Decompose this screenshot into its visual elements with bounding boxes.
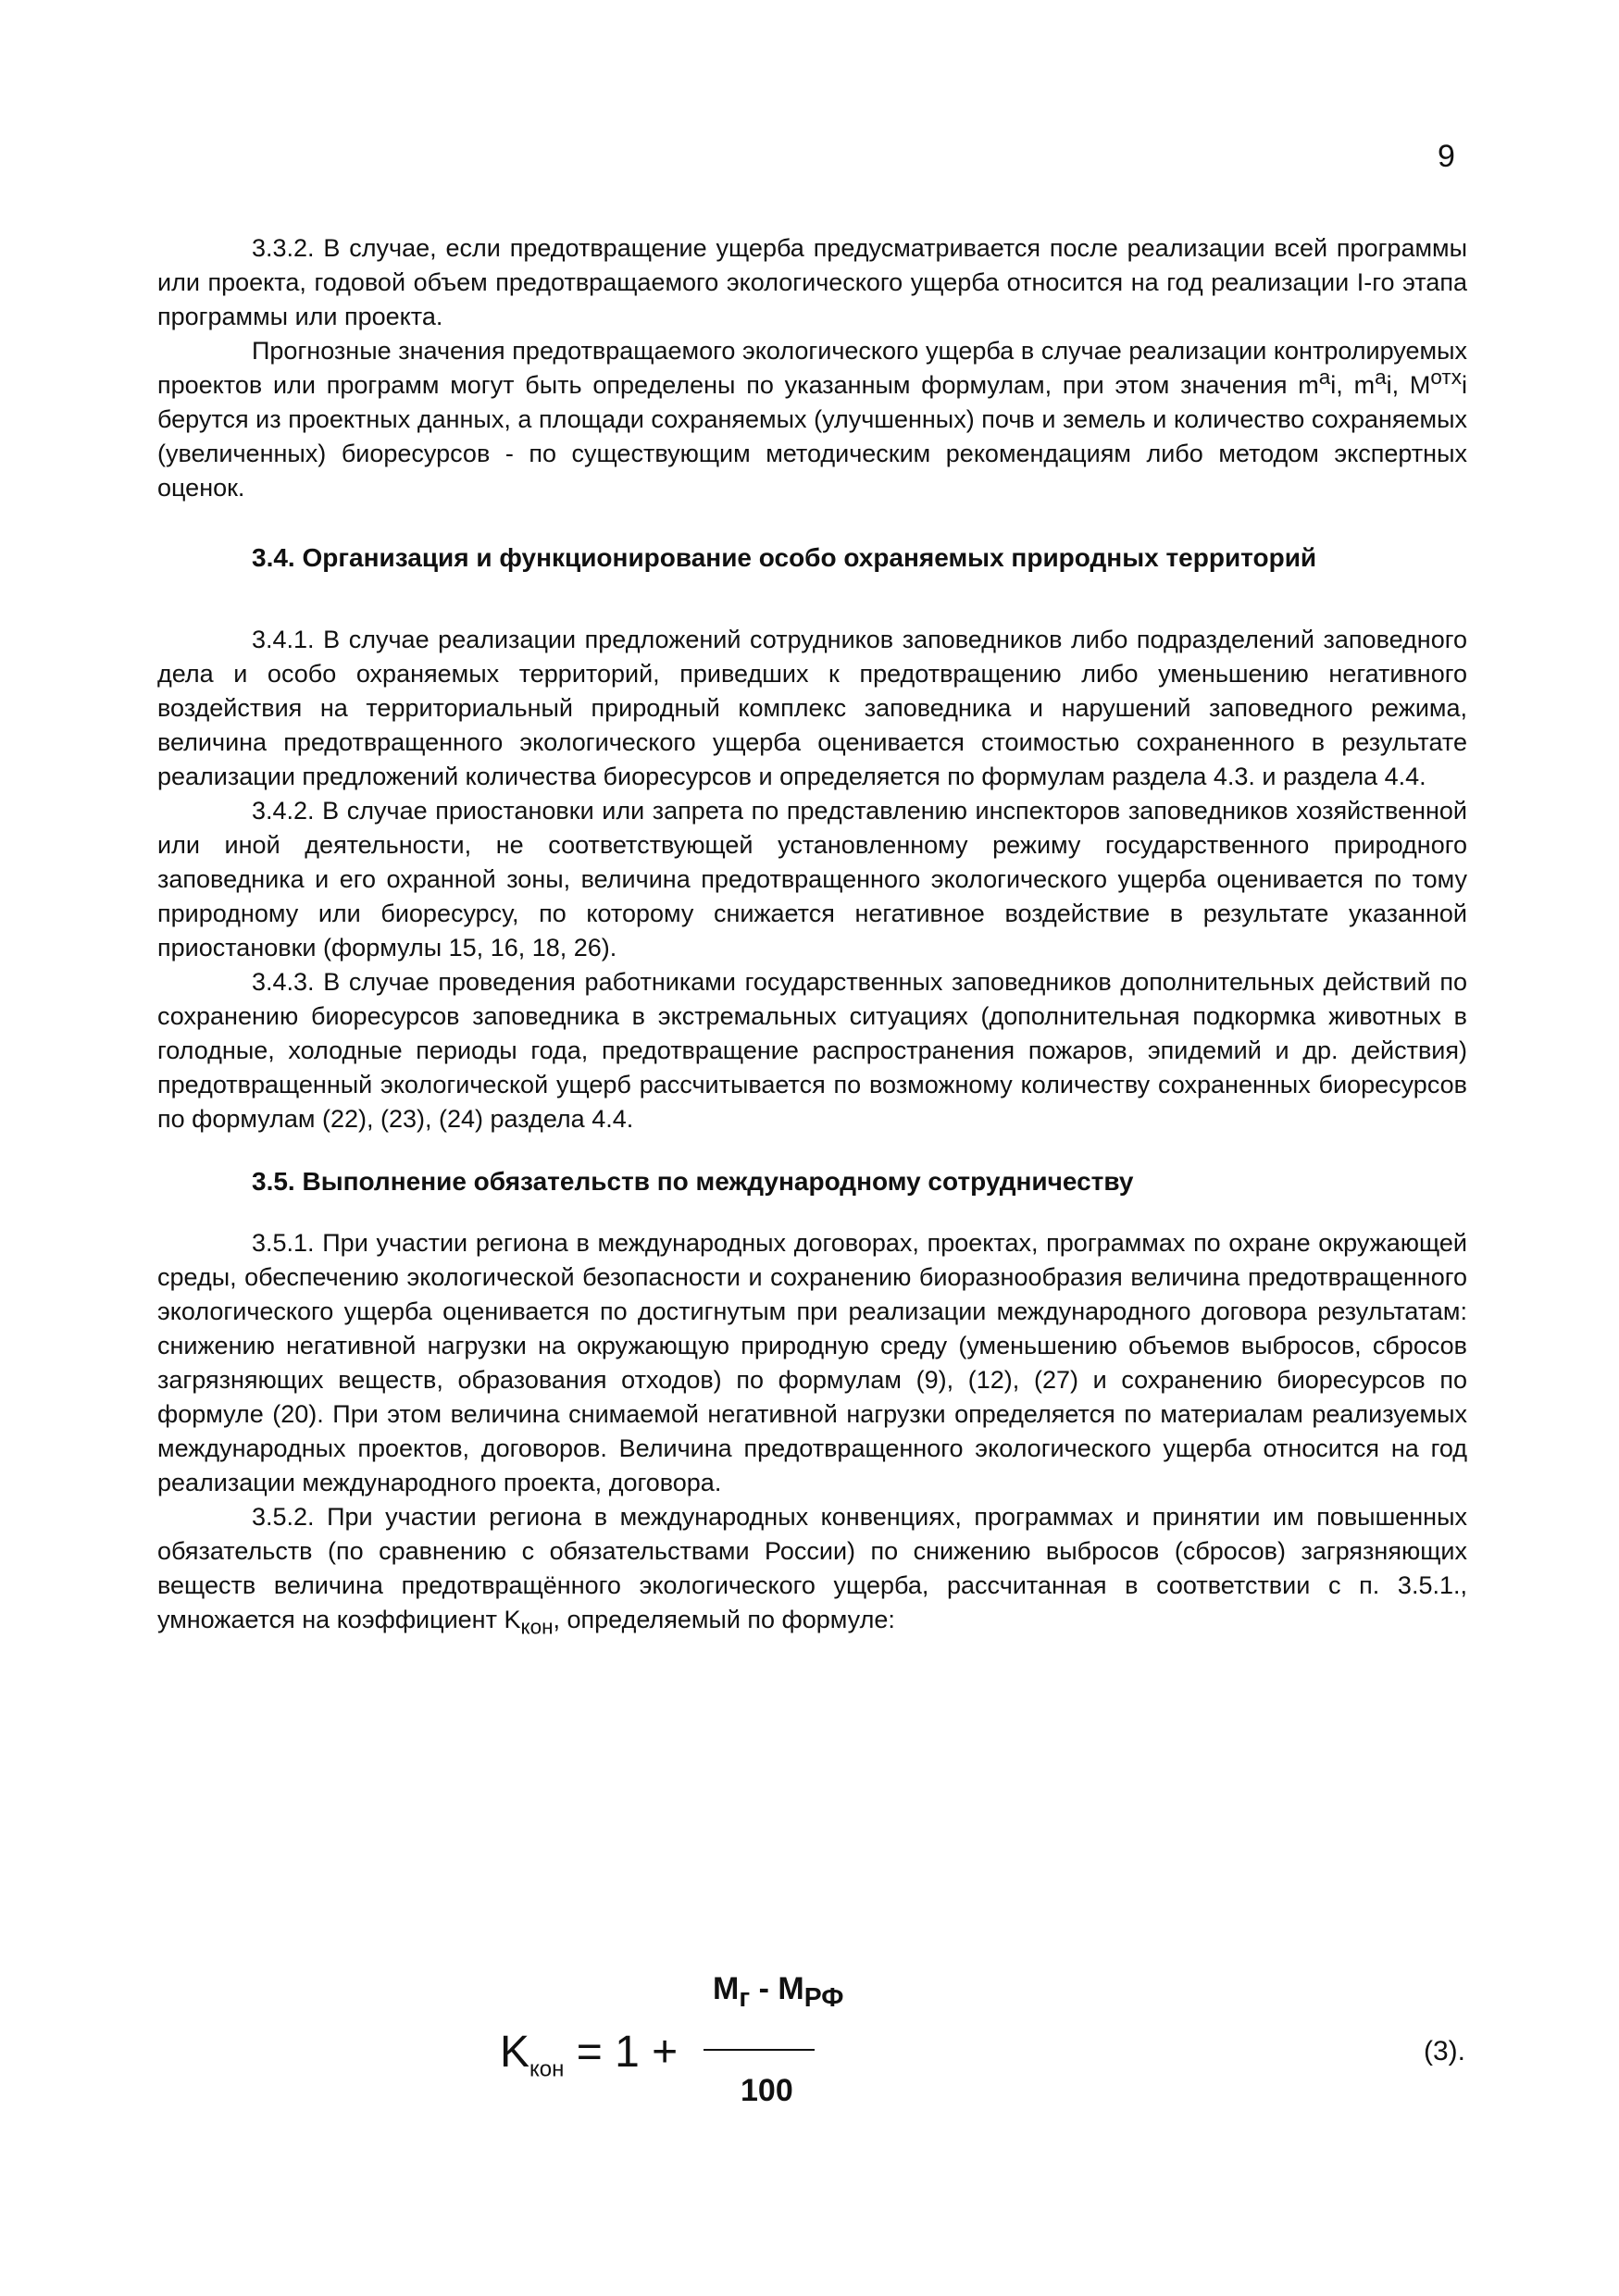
heading-3-5: 3.5. Выполнение обязательств по международному сотрудничеству: [252, 1167, 1134, 1196]
fraction-bar: [704, 2049, 815, 2051]
paragraph-forecast: Прогнозные значения предотвращаемого экологического ущерба в случае реализации контролируемых проектов или программ могут быть определены по указанным формулам, при этом значения $m^ai$, $m^ai$, $M^{отх}i$ берутся из проектных данных, а площади сохраняемых (улучшенных) почв и земель и количество сохраняемых (увеличенных) биоресурсов - по существующим методическим рекомендациям либо методом экспертных оценок.: [157, 337, 1467, 502]
paragraph-3-5-1: 3.5.1. При участии региона в международных договорах, проектах, программах по охране окружающей среды, обеспечению экологической безопасности и сохранению биоразнообразия величина предотвращенного экологического ущерба оценивается по достигнутым при реализации международного договора результатам: снижению негативной нагрузки на окружающую природную среду (уменьшению объемов выбросов, сбросов загрязняющих веществ, образования отходов) по формулам (9), (12), (27) и сохранению биоресурсов по формуле (20). При этом величина снимаемой негативной нагрузки определяется по материалам реализуемых международных проектов, договоров. Величина предотвращенного экологического ущерба относится на год реализации международного проекта, договора.: [157, 1229, 1467, 1496]
formula-lhs: $K_{кон} = 1$ +: [500, 2028, 679, 2082]
paragraph-3-4-1: 3.4.1. В случае реализации предложений сотрудников заповедников либо подразделений заповедного дела и особо охраняемых территорий, приведших к предотвращению либо уменьшению негативного воздействия на территориальный природный комплекс заповедника и нарушений заповедного режима, величина предотвращенного экологического ущерба оценивается стоимостью сохраненного в результате реализации предложений количества биоресурсов и определяется по формулам раздела 4.3. и раздела 4.4.: [157, 626, 1467, 790]
document-body: [157, 231, 1467, 1637]
paragraph-3-5-2: 3.5.2. При участии региона в международных конвенциях, программах и принятии им повышенных обязательств (по сравнению с обязательствами России) по снижению выбросов (сбросов) загрязняющих веществ величина предотвращённого экологического ущерба, рассчитанная в соответствии с п. 3.5.1., умножается на коэффициент $K_{кон}$, определяемый по формуле:: [157, 1503, 1467, 1639]
heading-3-4: 3.4. Организация и функционирование особо охраняемых природных территорий: [252, 543, 1317, 572]
formula-numerator: $M_г - M_{РФ}$: [713, 1971, 844, 2013]
formula-number: (3).: [1424, 2036, 1465, 2066]
formula-denominator: 100: [741, 2073, 793, 2108]
formula-3: [157, 1971, 1467, 2138]
paragraph-3-4-2: 3.4.2. В случае приостановки или запрета по представлению инспекторов заповедников хозяйственной или иной деятельности, не соответствующей установленному режиму государственного природного заповедника и его охранной зоны, величина предотвращенного экологического ущерба оценивается по тому природному или биоресурсу, по которому снижается негативное воздействие в результате указанной приостановки (формулы 15, 16, 18, 26).: [157, 797, 1467, 962]
paragraph-3-4-3: 3.4.3. В случае проведения работниками государственных заповедников дополнительных действий по сохранению биоресурсов заповедника в экстремальных ситуациях (дополнительная подкормка животных в голодные, холодные периоды года, предотвращение распространения пожаров, эпидемий и др. действия) предотвращенный экологической ущерб рассчитывается по возможному количеству сохраненных биоресурсов по формулам (22), (23), (24) раздела 4.4.: [157, 968, 1467, 1133]
page-number: 9: [1438, 139, 1455, 174]
paragraph-3-3-2: 3.3.2. В случае, если предотвращение ущерба предусматривается после реализации всей программы или проекта, годовой объем предотвращаемого экологического ущерба относится на год реализации I-го этапа программы или проекта.: [157, 234, 1467, 330]
